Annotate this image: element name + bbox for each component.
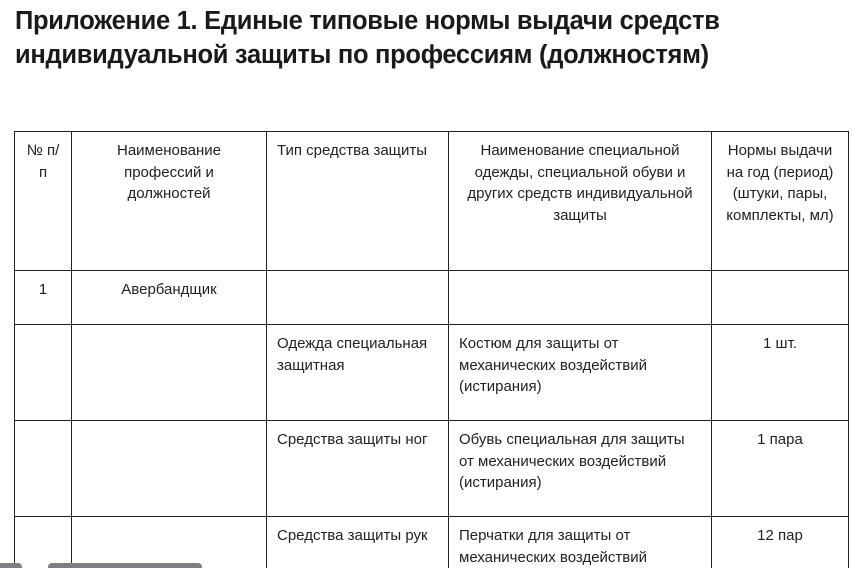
table-header-row <box>15 132 849 271</box>
cell-num <box>15 421 72 517</box>
table-row <box>15 517 849 568</box>
cell-item-name: Перчатки для защиты от механических воздействий <box>449 517 712 568</box>
cell-profession <box>72 421 267 517</box>
cell-profession <box>72 325 267 421</box>
norms-table <box>14 131 849 568</box>
header-norm: Нормы выдачи на год (период) (штуки, пары, комплекты, мл) <box>712 132 849 271</box>
cell-profession <box>72 517 267 568</box>
header-item-name: Наименование специальной одежды, специальной обуви и других средств индивидуальной защиты <box>449 132 712 271</box>
cell-item-name: Обувь специальная для защиты от механических воздействий (истирания) <box>449 421 712 517</box>
cell-num <box>15 517 72 568</box>
scroll-indicator-left[interactable] <box>0 563 22 568</box>
cell-protection-type: Средства защиты рук <box>267 517 449 568</box>
cell-norm <box>712 271 849 325</box>
cell-protection-type: Одежда специальная защитная <box>267 325 449 421</box>
cell-num: 1 <box>15 271 72 325</box>
table-row <box>15 325 849 421</box>
header-profession: Наименование профессий и должностей <box>72 132 267 271</box>
cell-protection-type <box>267 271 449 325</box>
cell-norm: 1 пара <box>712 421 849 517</box>
header-num: № п/п <box>15 132 72 271</box>
header-protection-type: Тип средства защиты <box>267 132 449 271</box>
cell-item-name: Костюм для защиты от механических воздействий (истирания) <box>449 325 712 421</box>
table-row <box>15 271 849 325</box>
cell-protection-type: Средства защиты ног <box>267 421 449 517</box>
cell-num <box>15 325 72 421</box>
cell-profession: Авербандщик <box>72 271 267 325</box>
cell-norm: 1 шт. <box>712 325 849 421</box>
cell-norm: 12 пар <box>712 517 849 568</box>
cell-item-name <box>449 271 712 325</box>
page-title: Приложение 1. Единые типовые нормы выдачи средств индивидуальной защиты по профессиям (должностям) <box>15 7 720 69</box>
table-row <box>15 421 849 517</box>
horizontal-scrollbar-thumb[interactable] <box>48 563 202 568</box>
